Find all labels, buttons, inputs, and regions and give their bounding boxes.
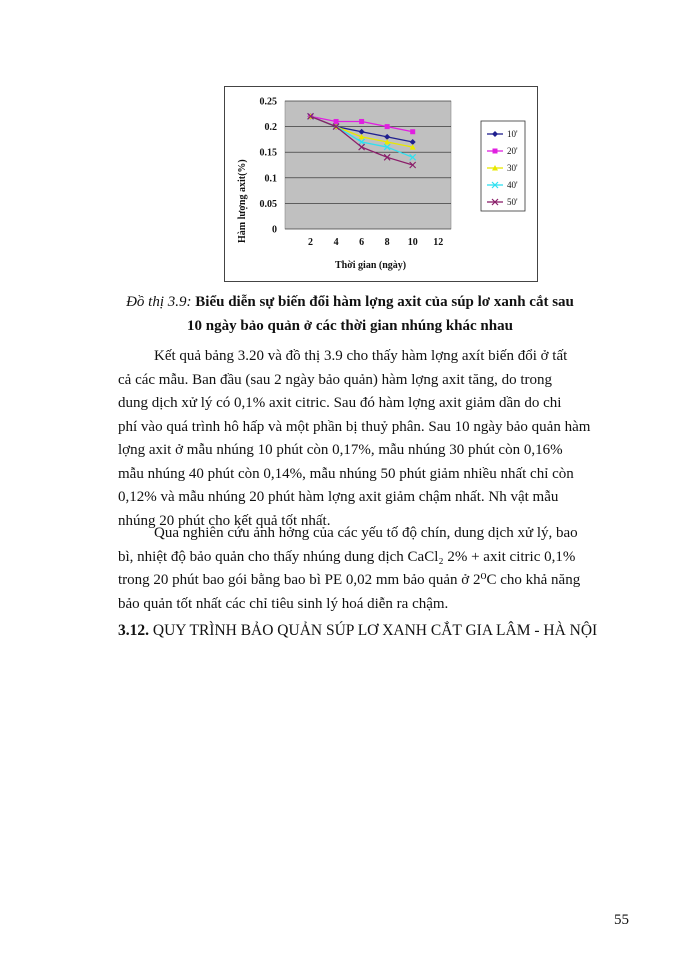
figure-caption-line-2: 10 ngày bảo quản ở các thời gian nhúng khác nhau — [187, 318, 513, 334]
x-axis-title: Thời gian (ngày) — [335, 260, 407, 271]
x-tick-label: 10 — [407, 237, 418, 248]
section-title: QUY TRÌNH BẢO QUẢN SÚP LƠ XANH CẮT GIA LÂM - HÀ NỘI — [149, 622, 598, 639]
legend-label: 30' — [507, 163, 518, 173]
x-tick-label: 12 — [433, 237, 444, 248]
x-tick-label: 6 — [359, 237, 365, 248]
paragraph-line: mẫu nhúng 40 phút còn 0,14%, mẫu nhúng 50 phút giảm nhiều nhất chỉ còn — [118, 465, 574, 482]
y-tick-label: 0 — [272, 224, 277, 236]
data-point — [359, 119, 364, 124]
paragraph-line: dung dịch xử lý có 0,1% axit citric. Sau đó hàm lợng axit giảm dần do chi — [118, 395, 562, 411]
paragraph-line: Kết quả bảng 3.20 và đồ thị 3.9 cho thấy hàm lợng axít biến đổi ở tất — [154, 348, 568, 364]
x-tick-label: 2 — [308, 237, 314, 248]
data-point — [385, 124, 390, 129]
page-number: 55 — [614, 912, 629, 928]
paragraph-line: 0,12% và mẫu nhúng 20 phút hàm lợng axit giảm chậm nhất. Nh vật mẫu — [118, 489, 559, 505]
legend-label: 10' — [507, 129, 518, 139]
data-point — [334, 119, 339, 124]
legend — [481, 121, 525, 211]
data-point — [410, 129, 415, 134]
y-axis-title: Hàm lượng axit(%) — [237, 159, 248, 243]
legend-marker — [493, 149, 498, 154]
y-tick-label: 0.2 — [264, 122, 277, 134]
y-tick-label: 0.15 — [259, 147, 277, 159]
x-tick-label: 4 — [333, 237, 339, 248]
paragraph-line: bì, nhiệt độ bảo quản cho thấy nhúng dung dịch CaCl₂ 2% + axit citric 0,1% — [118, 548, 576, 565]
paragraph-conclusion — [118, 522, 636, 616]
x-tick-label: 8 — [384, 237, 390, 248]
section-heading — [118, 622, 597, 640]
y-tick-label: 0.05 — [259, 198, 277, 210]
figure-caption-line-1 — [0, 294, 700, 311]
section-number: 3.12. — [118, 622, 149, 639]
paragraph-line: trong 20 phút bao gói bằng bao bì PE 0,02 mm bảo quản ở 2⁰C cho khả năng — [118, 572, 581, 588]
paragraph-line: lợng axit ở mẫu nhúng 10 phút còn 0,17%, mẫu nhúng 30 phút còn 0,16% — [118, 442, 563, 458]
paragraph-line: bảo quản tốt nhất các chỉ tiêu sinh lý hoá diễn ra chậm. — [118, 595, 449, 612]
caption-text-1: Biểu diễn sự biến đổi hàm lợng axit của súp lơ xanh cắt sau — [191, 294, 574, 310]
paragraph-line: nhúng 20 phút cho kết quả tốt nhất. — [118, 512, 331, 529]
legend-label: 40' — [507, 180, 518, 190]
legend-label: 50' — [507, 197, 518, 207]
paragraph-line: cả các mẫu. Ban đầu (sau 2 ngày bảo quản) hàm lợng axit tăng, do trong — [118, 371, 553, 388]
y-tick-label: 0.25 — [259, 96, 277, 108]
chart-frame — [224, 86, 538, 282]
caption-prefix: Đồ thị 3.9: — [126, 294, 192, 310]
paragraph-line: phí vào quá trình hô hấp và một phần bị thuỷ phân. Sau 10 ngày bảo quản hàm — [118, 418, 591, 435]
paragraph-results — [118, 345, 636, 533]
y-tick-labels — [260, 97, 278, 236]
y-tick-label: 0.1 — [264, 173, 277, 185]
legend-label: 20' — [507, 146, 518, 156]
x-tick-labels — [308, 237, 443, 248]
plot-area — [285, 101, 451, 229]
paragraph-line: Qua nghiên cứu ảnh hởng của các yếu tố độ chín, dung dịch xử lý, bao — [154, 525, 578, 541]
acid-content-chart — [225, 87, 539, 283]
